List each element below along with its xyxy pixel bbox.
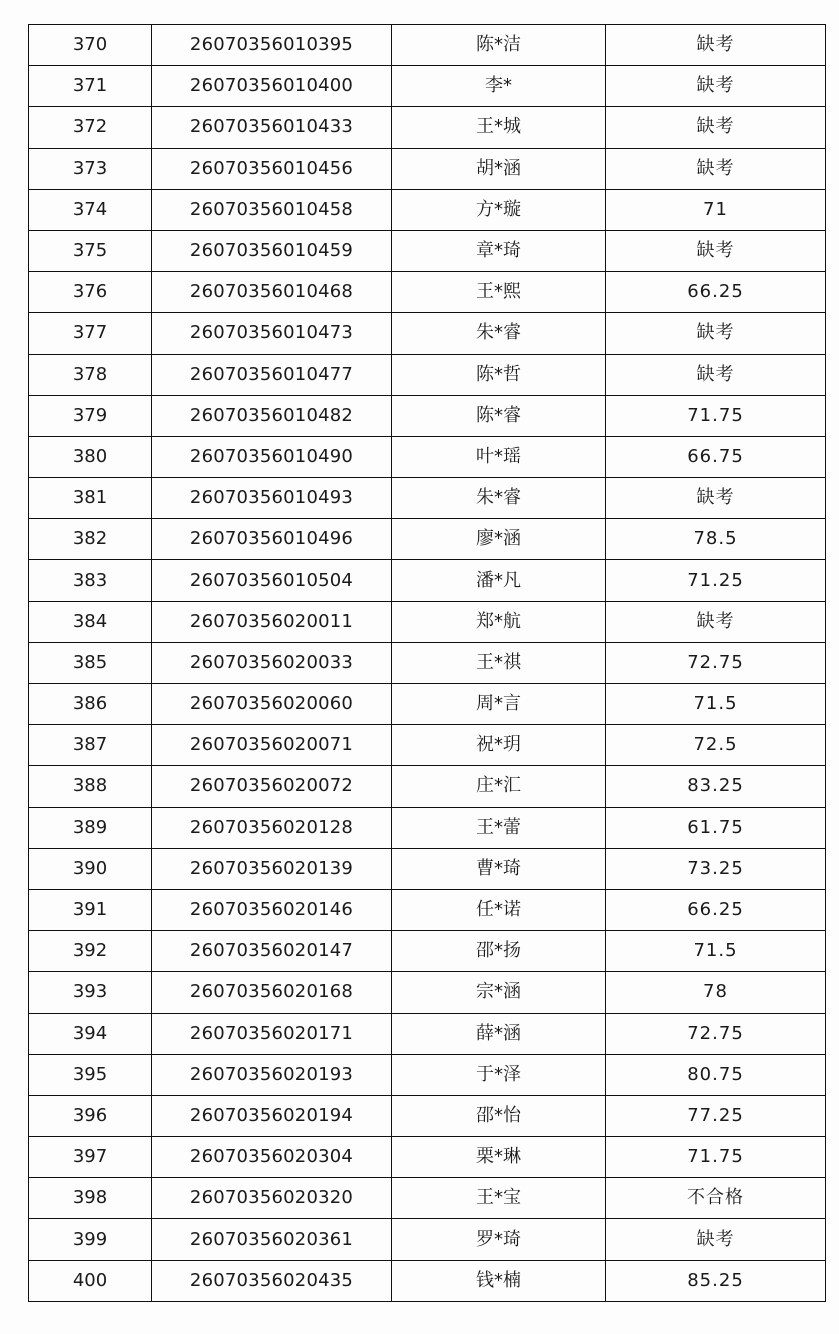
table-row	[29, 107, 826, 148]
score-table	[28, 24, 826, 1302]
table-row	[29, 25, 826, 66]
seq-cell: 384	[29, 601, 152, 642]
score-cell: 不合格	[606, 1178, 826, 1219]
name-cell: 叶*瑶	[392, 436, 606, 477]
name-cell: 钱*楠	[392, 1260, 606, 1301]
table-row	[29, 766, 826, 807]
name-cell: 廖*涵	[392, 519, 606, 560]
name-cell: 王*蕾	[392, 807, 606, 848]
seq-cell: 389	[29, 807, 152, 848]
name-cell: 章*琦	[392, 230, 606, 271]
name-cell: 祝*玥	[392, 725, 606, 766]
score-cell: 66.75	[606, 436, 826, 477]
table-row	[29, 889, 826, 930]
seq-cell: 399	[29, 1219, 152, 1260]
seq-cell: 379	[29, 395, 152, 436]
seq-cell: 400	[29, 1260, 152, 1301]
seq-cell: 385	[29, 642, 152, 683]
table-row	[29, 1260, 826, 1301]
name-cell: 薛*涵	[392, 1013, 606, 1054]
table-row	[29, 1178, 826, 1219]
table-row	[29, 931, 826, 972]
score-cell: 缺考	[606, 313, 826, 354]
table-row	[29, 1054, 826, 1095]
table-row	[29, 230, 826, 271]
exam-number-cell: 26070356010433	[152, 107, 392, 148]
seq-cell: 381	[29, 478, 152, 519]
score-cell: 66.25	[606, 272, 826, 313]
score-cell: 71.25	[606, 560, 826, 601]
table-row	[29, 189, 826, 230]
table-row	[29, 972, 826, 1013]
name-cell: 陈*哲	[392, 354, 606, 395]
exam-number-cell: 26070356010473	[152, 313, 392, 354]
name-cell: 朱*睿	[392, 478, 606, 519]
table-row	[29, 642, 826, 683]
table-row	[29, 272, 826, 313]
seq-cell: 394	[29, 1013, 152, 1054]
exam-number-cell: 26070356020033	[152, 642, 392, 683]
table-row	[29, 848, 826, 889]
table-row	[29, 354, 826, 395]
table-row	[29, 725, 826, 766]
exam-number-cell: 26070356010456	[152, 148, 392, 189]
table-row	[29, 684, 826, 725]
score-cell: 71.75	[606, 395, 826, 436]
name-cell: 王*祺	[392, 642, 606, 683]
exam-number-cell: 26070356020194	[152, 1095, 392, 1136]
name-cell: 王*城	[392, 107, 606, 148]
table-row	[29, 519, 826, 560]
seq-cell: 393	[29, 972, 152, 1013]
score-cell: 61.75	[606, 807, 826, 848]
exam-number-cell: 26070356010400	[152, 66, 392, 107]
exam-number-cell: 26070356020072	[152, 766, 392, 807]
seq-cell: 387	[29, 725, 152, 766]
score-cell: 85.25	[606, 1260, 826, 1301]
seq-cell: 397	[29, 1137, 152, 1178]
table-row	[29, 313, 826, 354]
name-cell: 李*	[392, 66, 606, 107]
seq-cell: 383	[29, 560, 152, 601]
exam-number-cell: 26070356020011	[152, 601, 392, 642]
table-row	[29, 66, 826, 107]
name-cell: 王*宝	[392, 1178, 606, 1219]
seq-cell: 378	[29, 354, 152, 395]
score-table-body	[29, 25, 826, 1302]
name-cell: 朱*睿	[392, 313, 606, 354]
table-row	[29, 1095, 826, 1136]
score-cell: 71.75	[606, 1137, 826, 1178]
score-cell: 73.25	[606, 848, 826, 889]
name-cell: 邵*扬	[392, 931, 606, 972]
name-cell: 王*熙	[392, 272, 606, 313]
name-cell: 方*璇	[392, 189, 606, 230]
table-row	[29, 1219, 826, 1260]
score-cell: 72.75	[606, 642, 826, 683]
exam-number-cell: 26070356020320	[152, 1178, 392, 1219]
score-cell: 71.5	[606, 684, 826, 725]
seq-cell: 372	[29, 107, 152, 148]
seq-cell: 382	[29, 519, 152, 560]
exam-number-cell: 26070356020147	[152, 931, 392, 972]
table-row	[29, 601, 826, 642]
name-cell: 邵*怡	[392, 1095, 606, 1136]
name-cell: 罗*琦	[392, 1219, 606, 1260]
name-cell: 郑*航	[392, 601, 606, 642]
seq-cell: 391	[29, 889, 152, 930]
exam-number-cell: 26070356010395	[152, 25, 392, 66]
table-row	[29, 1013, 826, 1054]
seq-cell: 396	[29, 1095, 152, 1136]
exam-number-cell: 26070356020168	[152, 972, 392, 1013]
score-cell: 缺考	[606, 1219, 826, 1260]
exam-number-cell: 26070356020435	[152, 1260, 392, 1301]
seq-cell: 375	[29, 230, 152, 271]
name-cell: 宗*涵	[392, 972, 606, 1013]
score-cell: 缺考	[606, 601, 826, 642]
seq-cell: 386	[29, 684, 152, 725]
score-cell: 72.75	[606, 1013, 826, 1054]
table-row	[29, 1137, 826, 1178]
score-cell: 83.25	[606, 766, 826, 807]
score-cell: 77.25	[606, 1095, 826, 1136]
seq-cell: 371	[29, 66, 152, 107]
seq-cell: 395	[29, 1054, 152, 1095]
name-cell: 栗*琳	[392, 1137, 606, 1178]
score-cell: 78	[606, 972, 826, 1013]
exam-number-cell: 26070356010490	[152, 436, 392, 477]
name-cell: 任*诺	[392, 889, 606, 930]
seq-cell: 380	[29, 436, 152, 477]
seq-cell: 370	[29, 25, 152, 66]
table-row	[29, 148, 826, 189]
exam-number-cell: 26070356010458	[152, 189, 392, 230]
exam-number-cell: 26070356010493	[152, 478, 392, 519]
seq-cell: 377	[29, 313, 152, 354]
score-cell: 80.75	[606, 1054, 826, 1095]
score-cell: 71.5	[606, 931, 826, 972]
exam-number-cell: 26070356020146	[152, 889, 392, 930]
exam-number-cell: 26070356010504	[152, 560, 392, 601]
seq-cell: 374	[29, 189, 152, 230]
seq-cell: 388	[29, 766, 152, 807]
table-row	[29, 436, 826, 477]
exam-number-cell: 26070356010477	[152, 354, 392, 395]
exam-number-cell: 26070356020171	[152, 1013, 392, 1054]
exam-number-cell: 26070356020128	[152, 807, 392, 848]
exam-number-cell: 26070356020361	[152, 1219, 392, 1260]
exam-number-cell: 26070356020071	[152, 725, 392, 766]
exam-number-cell: 26070356020304	[152, 1137, 392, 1178]
score-cell: 缺考	[606, 25, 826, 66]
seq-cell: 392	[29, 931, 152, 972]
table-row	[29, 560, 826, 601]
exam-number-cell: 26070356020193	[152, 1054, 392, 1095]
name-cell: 庄*汇	[392, 766, 606, 807]
table-row	[29, 395, 826, 436]
seq-cell: 376	[29, 272, 152, 313]
score-cell: 78.5	[606, 519, 826, 560]
score-cell: 缺考	[606, 230, 826, 271]
score-cell: 缺考	[606, 354, 826, 395]
name-cell: 胡*涵	[392, 148, 606, 189]
table-row	[29, 807, 826, 848]
name-cell: 周*言	[392, 684, 606, 725]
exam-number-cell: 26070356010496	[152, 519, 392, 560]
score-cell: 缺考	[606, 148, 826, 189]
name-cell: 曹*琦	[392, 848, 606, 889]
exam-number-cell: 26070356010459	[152, 230, 392, 271]
seq-cell: 398	[29, 1178, 152, 1219]
seq-cell: 373	[29, 148, 152, 189]
score-cell: 66.25	[606, 889, 826, 930]
name-cell: 于*泽	[392, 1054, 606, 1095]
score-cell: 缺考	[606, 66, 826, 107]
score-cell: 缺考	[606, 107, 826, 148]
exam-number-cell: 26070356010468	[152, 272, 392, 313]
exam-number-cell: 26070356020139	[152, 848, 392, 889]
exam-number-cell: 26070356010482	[152, 395, 392, 436]
table-row	[29, 478, 826, 519]
name-cell: 陈*洁	[392, 25, 606, 66]
name-cell: 陈*睿	[392, 395, 606, 436]
score-cell: 缺考	[606, 478, 826, 519]
exam-number-cell: 26070356020060	[152, 684, 392, 725]
seq-cell: 390	[29, 848, 152, 889]
name-cell: 潘*凡	[392, 560, 606, 601]
score-cell: 72.5	[606, 725, 826, 766]
score-cell: 71	[606, 189, 826, 230]
